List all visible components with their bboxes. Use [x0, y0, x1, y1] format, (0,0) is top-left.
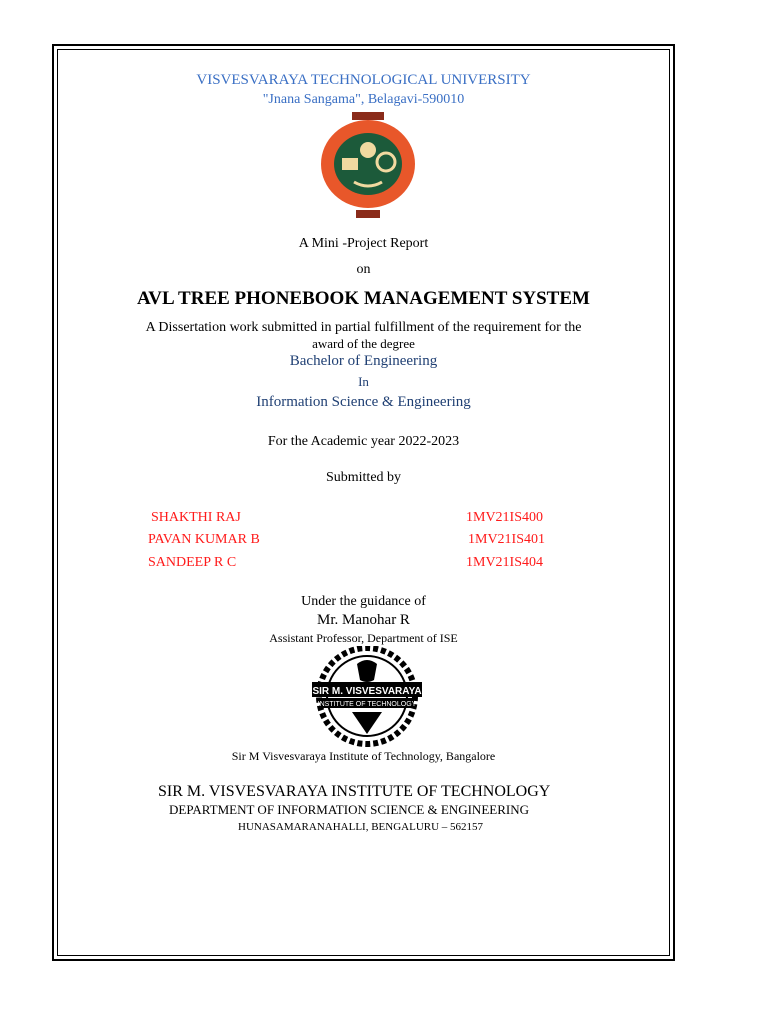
academic-year: For the Academic year 2022-2023 [267, 434, 460, 449]
institute-name: SIR M. VISVESVARAYA INSTITUTE OF TECHNOLOGY [158, 783, 551, 800]
university-address: "Jnana Sangama", Belagavi-590010 [262, 92, 465, 107]
institute-address: HUNASAMARANAHALLI, BENGALURU – 562157 [238, 821, 484, 833]
institute-caption: Sir M Visvesvaraya Institute of Technology, Bangalore [231, 749, 496, 763]
branch-name: Information Science & Engineering [256, 394, 471, 410]
sir-mvit-logo-banner-text: SIR M. VISVESVARAYA [312, 686, 422, 697]
vtu-logo-bottom-banner [356, 210, 380, 218]
sir-mvit-logo-portrait [357, 660, 377, 682]
student-name-3: SANDEEP R C [148, 555, 237, 570]
sir-mvit-logo [308, 646, 426, 748]
guide-designation: Assistant Professor, Department of ISE [269, 631, 458, 645]
dissertation-line-2: award of the degree [312, 336, 415, 351]
report-type: A Mini -Project Report [298, 236, 429, 251]
dissertation-line-1: A Dissertation work submitted in partial fulfillment of the requirement for the [145, 320, 582, 335]
student-name-2: PAVAN KUMAR B [148, 532, 260, 547]
student-usn-3: 1MV21IS404 [466, 555, 544, 570]
student-usn-2: 1MV21IS401 [468, 532, 546, 547]
report-on: on [356, 262, 371, 277]
degree-name: Bachelor of Engineering [289, 353, 438, 369]
guide-name: Mr. Manohar R [317, 612, 410, 628]
report-title: AVL TREE PHONEBOOK MANAGEMENT SYSTEM [137, 288, 590, 309]
guidance-label: Under the guidance of [301, 594, 426, 609]
vtu-logo-computer [342, 158, 358, 170]
department-name: DEPARTMENT OF INFORMATION SCIENCE & ENGINEERING [169, 802, 529, 817]
student-usn-1: 1MV21IS400 [466, 510, 544, 525]
vtu-logo [316, 110, 420, 222]
vtu-logo-emblem [360, 142, 376, 158]
university-name: VISVESVARAYA TECHNOLOGICAL UNIVERSITY [196, 72, 531, 88]
submitted-by-label: Submitted by [325, 470, 402, 485]
vtu-logo-top-banner [352, 112, 384, 120]
sir-mvit-logo-sub-text: INSTITUTE OF TECHNOLOGY [317, 701, 417, 708]
degree-in: In [358, 374, 369, 389]
student-name-1: SHAKTHI RAJ [151, 510, 241, 525]
